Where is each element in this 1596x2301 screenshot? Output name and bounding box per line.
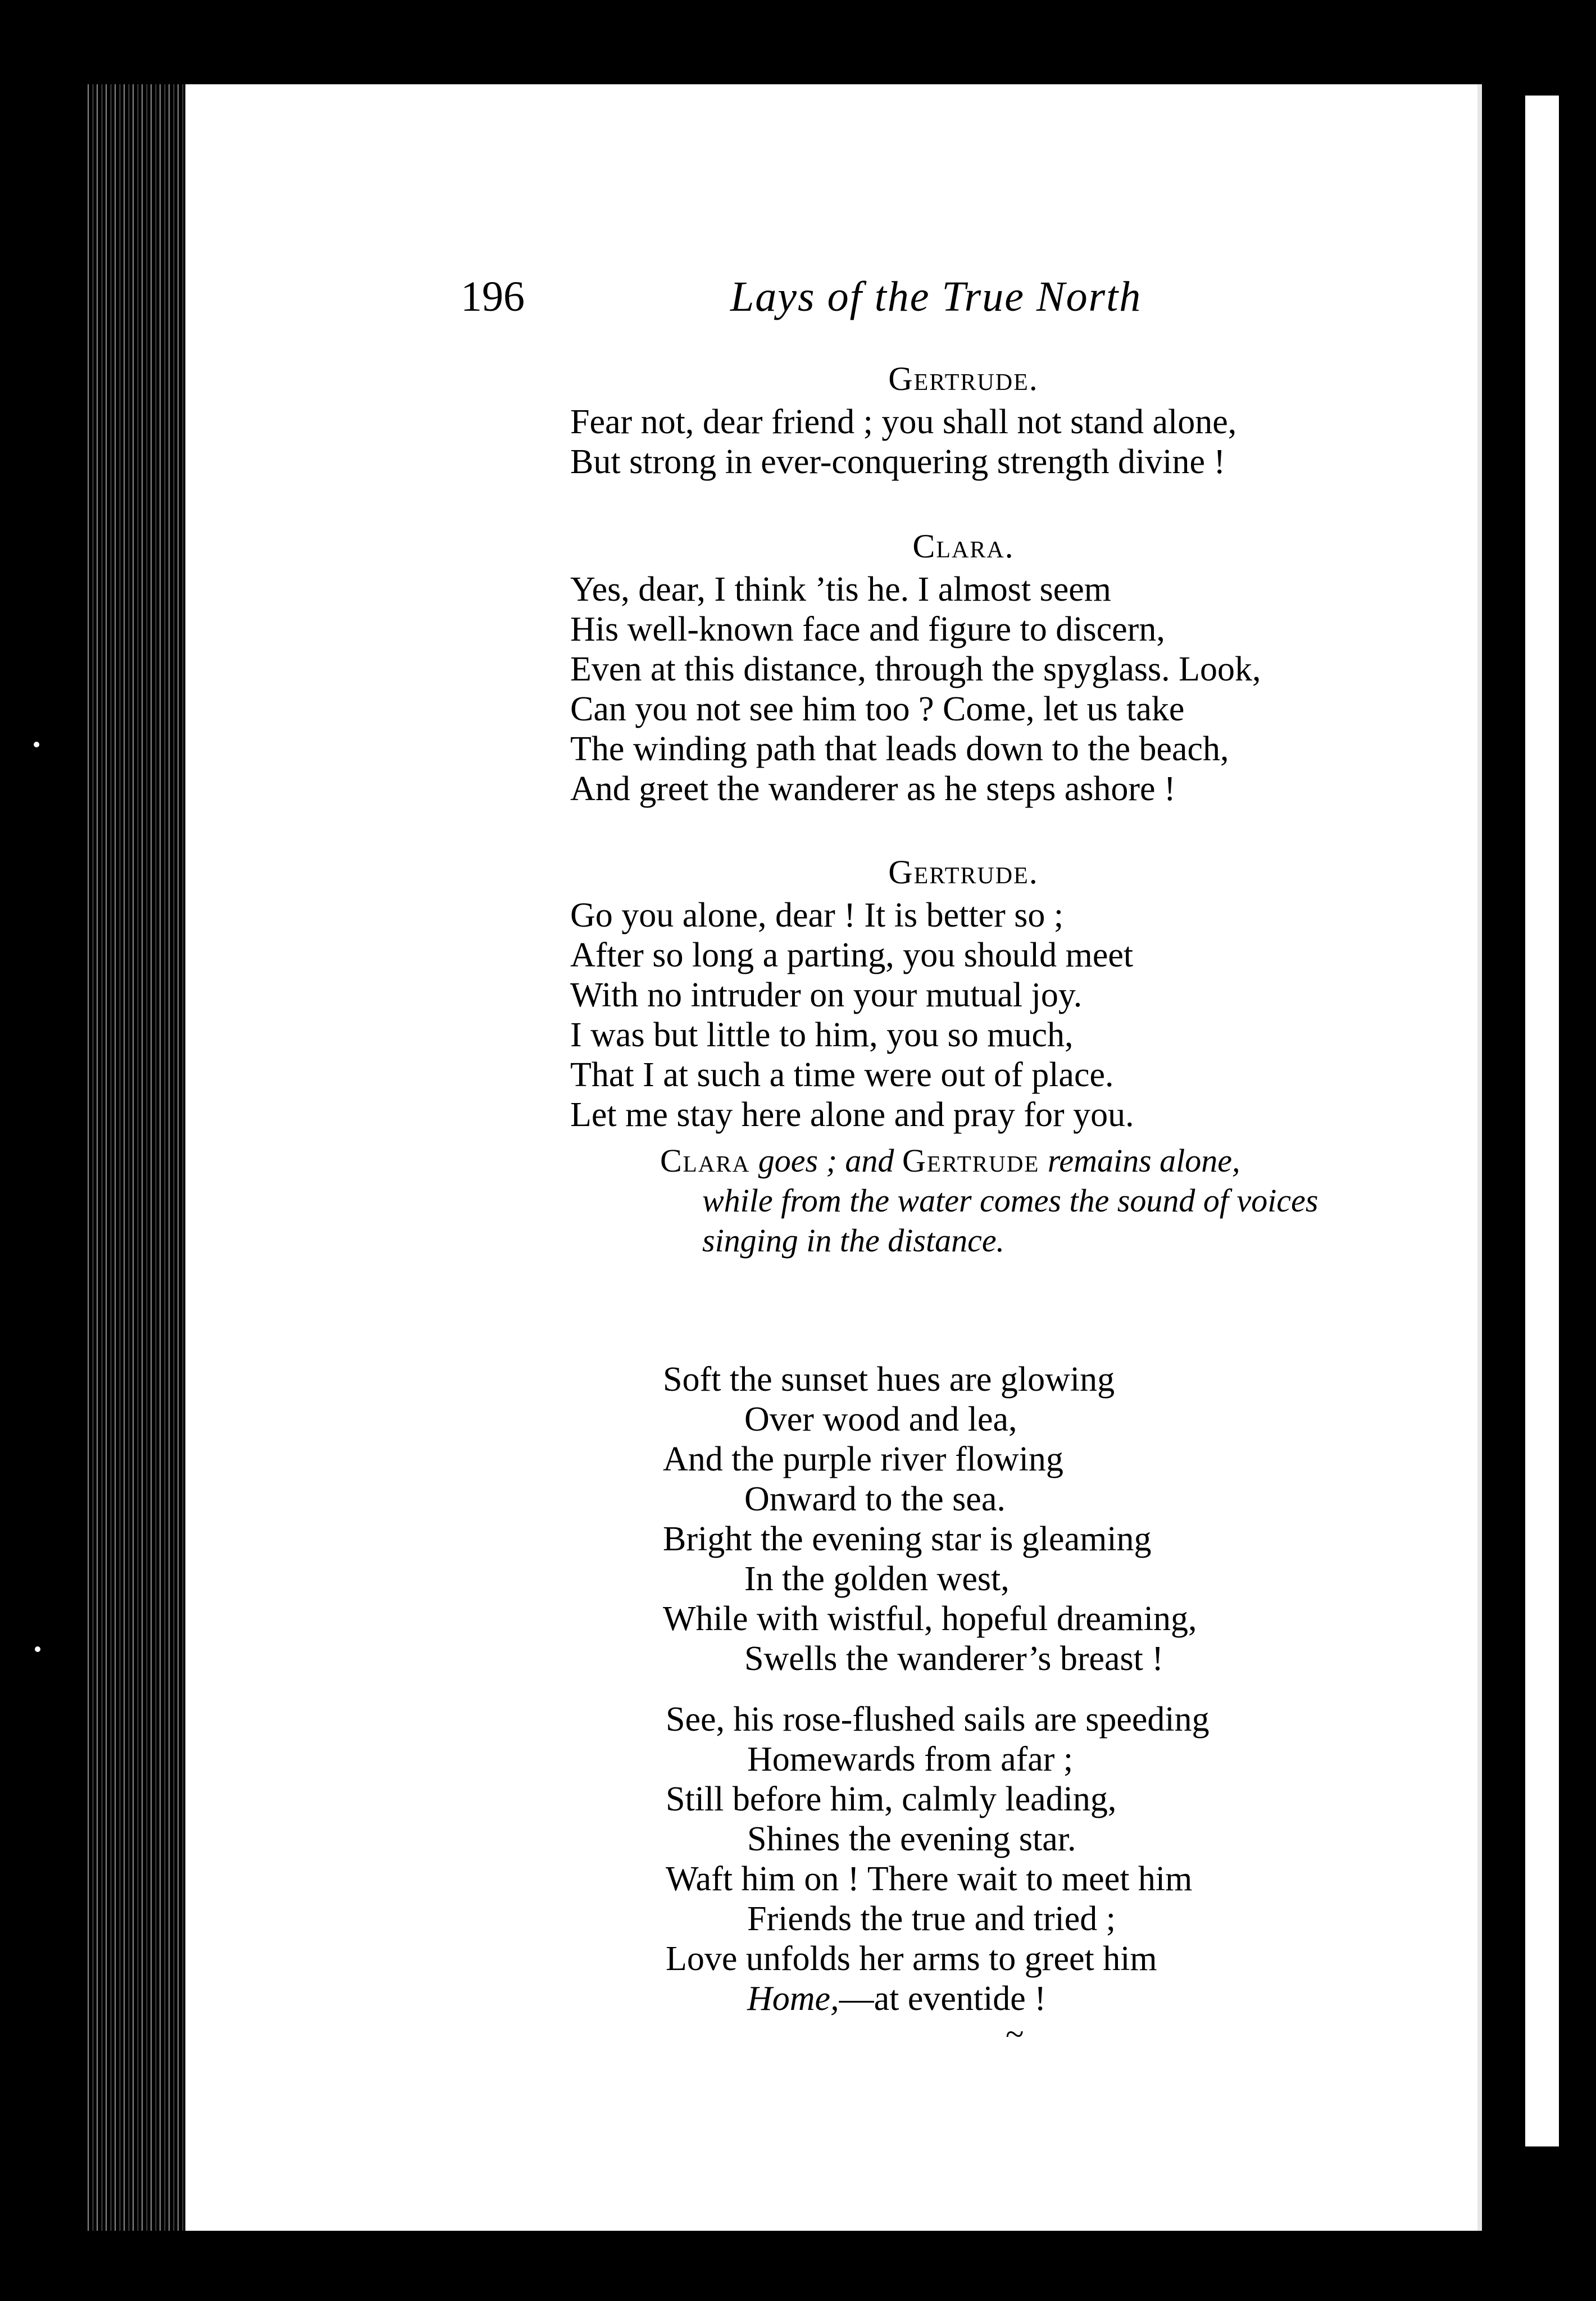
verse-line: And greet the wanderer as he steps ashore !: [570, 770, 1176, 808]
song-line: Onward to the sea.: [744, 1480, 1006, 1518]
stage-text: goes ; and: [758, 1142, 894, 1179]
stage-direction-line: while from the water comes the sound of voices: [702, 1182, 1318, 1219]
book-page: [185, 84, 1482, 2231]
stage-direction-line: [660, 1141, 1418, 1181]
stage-direction: [660, 1141, 1418, 1260]
tailpiece-ornament: ~: [1006, 2016, 1024, 2053]
speech-block: [570, 523, 1581, 809]
line-remainder: —at eventide !: [839, 1980, 1046, 2018]
verse-line: But strong in ever-conquering strength divine !: [570, 443, 1226, 481]
song-line: In the golden west,: [744, 1560, 1010, 1598]
emphasized-word: Home,: [747, 1980, 839, 2018]
stage-direction-line: singing in the distance.: [702, 1222, 1005, 1259]
verse-line: Go you alone, dear ! It is better so ;: [570, 896, 1064, 934]
song-line: Friends the true and tried ;: [747, 1900, 1116, 1938]
verse-line: The winding path that leads down to the beach,: [570, 730, 1229, 768]
song-line-final: [666, 1979, 1396, 2019]
song-line: Love unfolds her arms to greet him: [666, 1940, 1157, 1978]
song-stanza: [666, 1700, 1396, 2019]
verse-line: With no intruder on your mutual joy.: [570, 976, 1083, 1014]
song-line: Homewards from afar ;: [747, 1740, 1074, 1778]
verse-line: Even at this distance, through the spyglass. Look,: [570, 650, 1261, 688]
page-number: 196: [461, 273, 525, 320]
character-name: Clara: [660, 1142, 751, 1179]
song-line: Bright the evening star is gleaming: [663, 1520, 1152, 1558]
song-line: And the purple river flowing: [663, 1440, 1063, 1478]
verse-line: His well-known face and figure to discern,: [570, 610, 1165, 648]
verse-line: After so long a parting, you should meet: [570, 936, 1134, 974]
song-line: While with wistful, hopeful dreaming,: [663, 1600, 1197, 1638]
song-line: Soft the sunset hues are glowing: [663, 1360, 1115, 1399]
song-stanza: [663, 1360, 1393, 1679]
verse-line: Let me stay here alone and pray for you.: [570, 1096, 1134, 1134]
speaker-name: Gertrude.: [888, 854, 1039, 891]
scan-speck: [35, 1646, 40, 1652]
speaker-name: Clara.: [912, 528, 1015, 565]
stage-text: remains alone,: [1047, 1142, 1240, 1179]
scan-speck: [34, 742, 39, 747]
speech-block: [570, 848, 1581, 1135]
book-binding-edge: [84, 84, 185, 2231]
speech-block: [570, 355, 1581, 482]
song-line: Shines the evening star.: [747, 1820, 1076, 1858]
speaker-name: Gertrude.: [888, 360, 1039, 397]
verse-line: I was but little to him, you so much,: [570, 1016, 1074, 1054]
verse-line: Can you not see him too ? Come, let us take: [570, 690, 1185, 728]
character-name: Gertrude: [902, 1142, 1040, 1179]
song-line: Still before him, calmly leading,: [666, 1780, 1117, 1818]
song-line: Swells the wanderer’s breast !: [744, 1640, 1164, 1678]
song-line: Waft him on ! There wait to meet him: [666, 1860, 1193, 1898]
verse-line: That I at such a time were out of place.: [570, 1056, 1114, 1094]
page-header: [185, 269, 1477, 336]
verse-line: Fear not, dear friend ; you shall not stand alone,: [570, 403, 1237, 441]
song-line: See, his rose-flushed sails are speeding: [666, 1700, 1209, 1739]
verse-line: Yes, dear, I think ’tis he. I almost seem: [570, 570, 1111, 609]
song-line: Over wood and lea,: [744, 1400, 1017, 1438]
running-title: Lays of the True North: [730, 273, 1142, 320]
